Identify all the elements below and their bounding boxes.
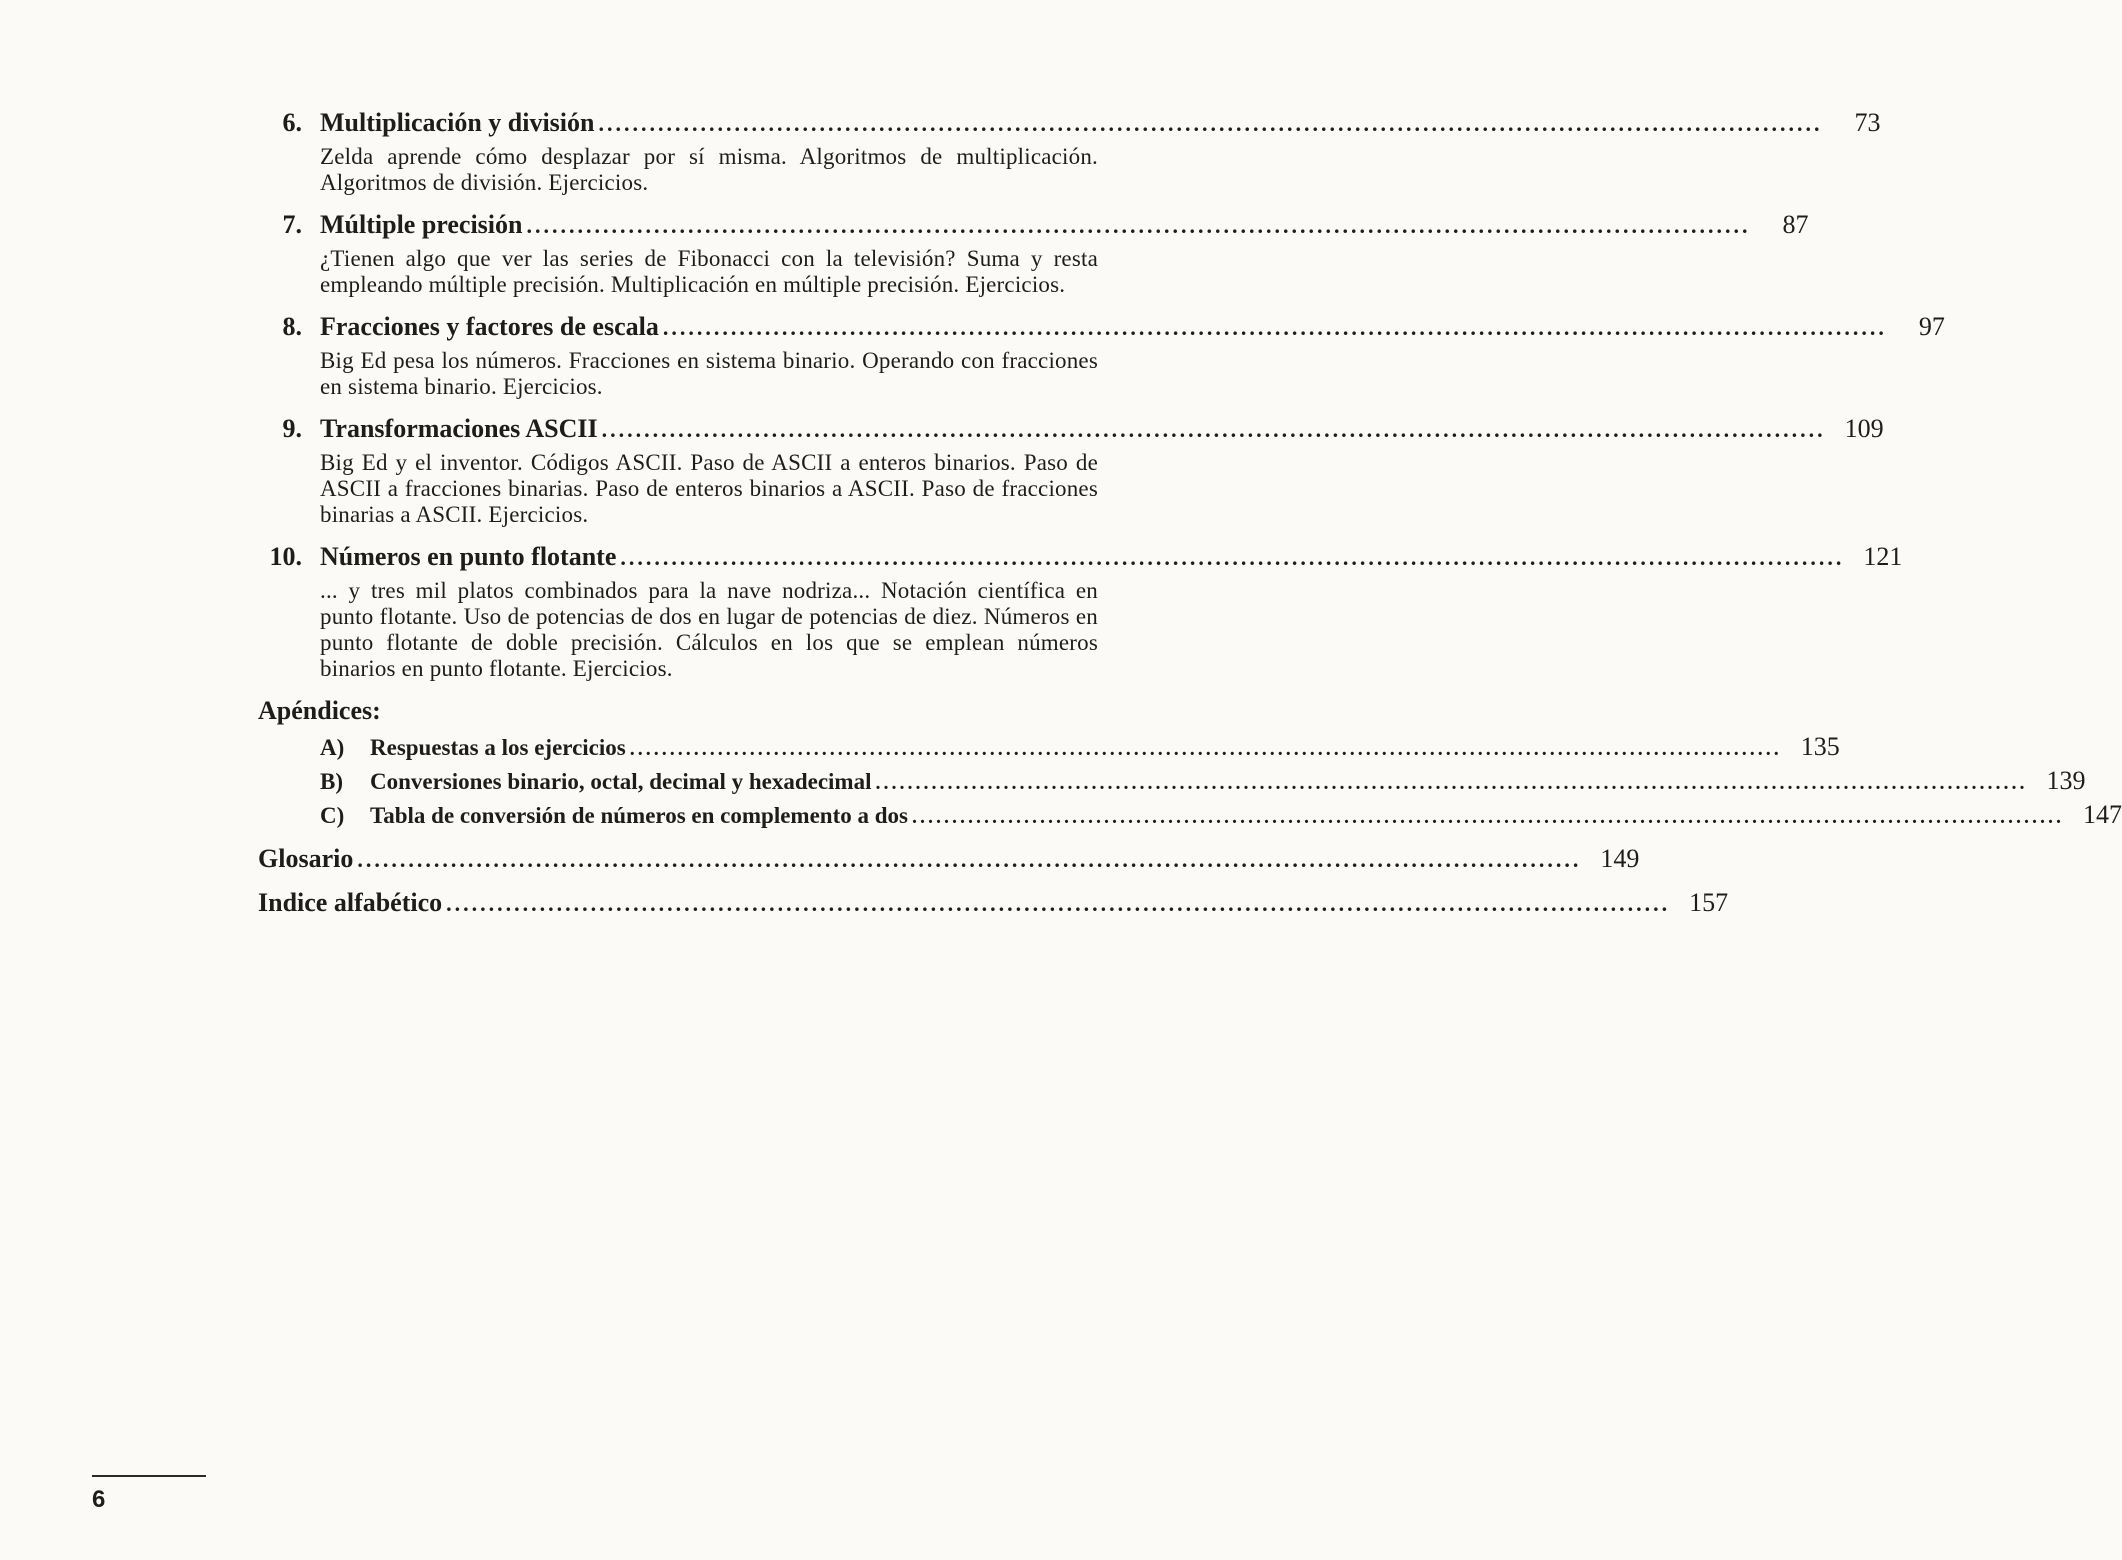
dot-leader: ................................................................................................................................................: [629, 738, 1782, 760]
page-number: 109: [1844, 414, 1884, 443]
chapter-number: 7.: [282, 210, 302, 239]
toc-entry-indice[interactable]: [258, 888, 1729, 918]
chapter-title[interactable]: Múltiple precisión: [320, 210, 523, 239]
chapter-title[interactable]: Transformaciones ASCII: [320, 414, 598, 443]
dot-leader: ................................................................................................................................................: [620, 545, 1845, 570]
page-number: 147: [2082, 800, 2122, 829]
dot-leader: ................................................................................................................................................: [446, 891, 1671, 916]
page-number: 73: [1854, 108, 1881, 137]
chapter-number: 10.: [269, 542, 302, 571]
chapter-number: 9.: [282, 414, 302, 443]
page-number: 157: [1689, 888, 1729, 917]
footer-rule: [92, 1475, 206, 1477]
dot-leader: ................................................................................................................................................: [357, 847, 1582, 872]
appendix-letter: B): [320, 769, 343, 794]
toc-entry-chapter-7[interactable]: [258, 210, 1809, 298]
chapter-number: 8.: [282, 312, 302, 341]
footer-page-number: 6: [92, 1486, 106, 1513]
toc-entry-appendix-b[interactable]: [320, 766, 2086, 796]
dot-leader: ................................................................................................................................................: [662, 315, 1887, 340]
page-number: 135: [1800, 732, 1840, 761]
toc-entry-appendix-a[interactable]: [320, 732, 1840, 762]
appendix-letter: A): [320, 735, 345, 760]
appendices-heading: Apéndices:: [258, 696, 381, 725]
toc-entry-appendix-c[interactable]: [320, 800, 2122, 830]
dot-leader: ................................................................................................................................................: [598, 111, 1823, 136]
chapter-title[interactable]: Números en punto flotante: [320, 542, 617, 571]
toc-entry-chapter-6[interactable]: [258, 108, 1881, 196]
appendix-title[interactable]: Tabla de conversión de números en complemento a dos: [370, 803, 908, 828]
appendix-title[interactable]: Conversiones binario, octal, decimal y hexadecimal: [370, 769, 872, 794]
chapter-description: Big Ed y el inventor. Códigos ASCII. Paso de ASCII a enteros binarios. Paso de ASCII a fracciones binarias. Paso de enteros binarios a ASCII. Paso de fracciones binarias a ASCII. Ejercicios.: [320, 450, 1098, 527]
page-number: 97: [1918, 312, 1945, 341]
dot-leader: ................................................................................................................................................: [526, 213, 1751, 238]
table-of-contents: [258, 108, 2122, 918]
appendix-title[interactable]: Respuestas a los ejercicios: [370, 735, 626, 760]
chapter-description: Big Ed pesa los números. Fracciones en sistema binario. Operando con fracciones en sistema binario. Ejercicios.: [320, 348, 1098, 399]
page-number: 121: [1863, 542, 1903, 571]
chapter-description: ¿Tienen algo que ver las series de Fibonacci con la televisión? Suma y resta empleando múltiple precisión. Multiplicación en múltiple precisión. Ejercicios.: [320, 246, 1098, 297]
indice-title[interactable]: Indice alfabético: [258, 888, 443, 917]
appendix-letter: C): [320, 803, 345, 828]
chapter-number: 6.: [282, 108, 302, 137]
toc-entry-glosario[interactable]: [258, 844, 1640, 874]
glosario-title[interactable]: Glosario: [258, 844, 354, 873]
page-number: 149: [1600, 844, 1640, 873]
dot-leader: ................................................................................................................................................: [875, 772, 2028, 794]
dot-leader: ................................................................................................................................................: [911, 806, 2064, 828]
chapter-description: Zelda aprende cómo desplazar por sí misma. Algoritmos de multiplicación. Algoritmos de división. Ejercicios.: [320, 144, 1098, 195]
page-number: 87: [1782, 210, 1809, 239]
toc-entry-chapter-9[interactable]: [258, 414, 1884, 528]
chapter-title[interactable]: Fracciones y factores de escala: [320, 312, 659, 341]
dot-leader: ................................................................................................................................................: [601, 417, 1826, 442]
chapter-description: ... y tres mil platos combinados para la nave nodriza... Notación científica en punto flotante. Uso de potencias de dos en lugar de potencias de diez. Números en punto flotante de doble precisión. Cálculos en los que se emplean números binarios en punto flotante. Ejercicios.: [320, 578, 1098, 681]
toc-entry-chapter-10[interactable]: [258, 542, 1903, 682]
chapter-title[interactable]: Multiplicación y división: [320, 108, 595, 137]
page-number: 139: [2046, 766, 2086, 795]
appendices-list: [320, 732, 2122, 830]
toc-entry-chapter-8[interactable]: [258, 312, 1945, 400]
